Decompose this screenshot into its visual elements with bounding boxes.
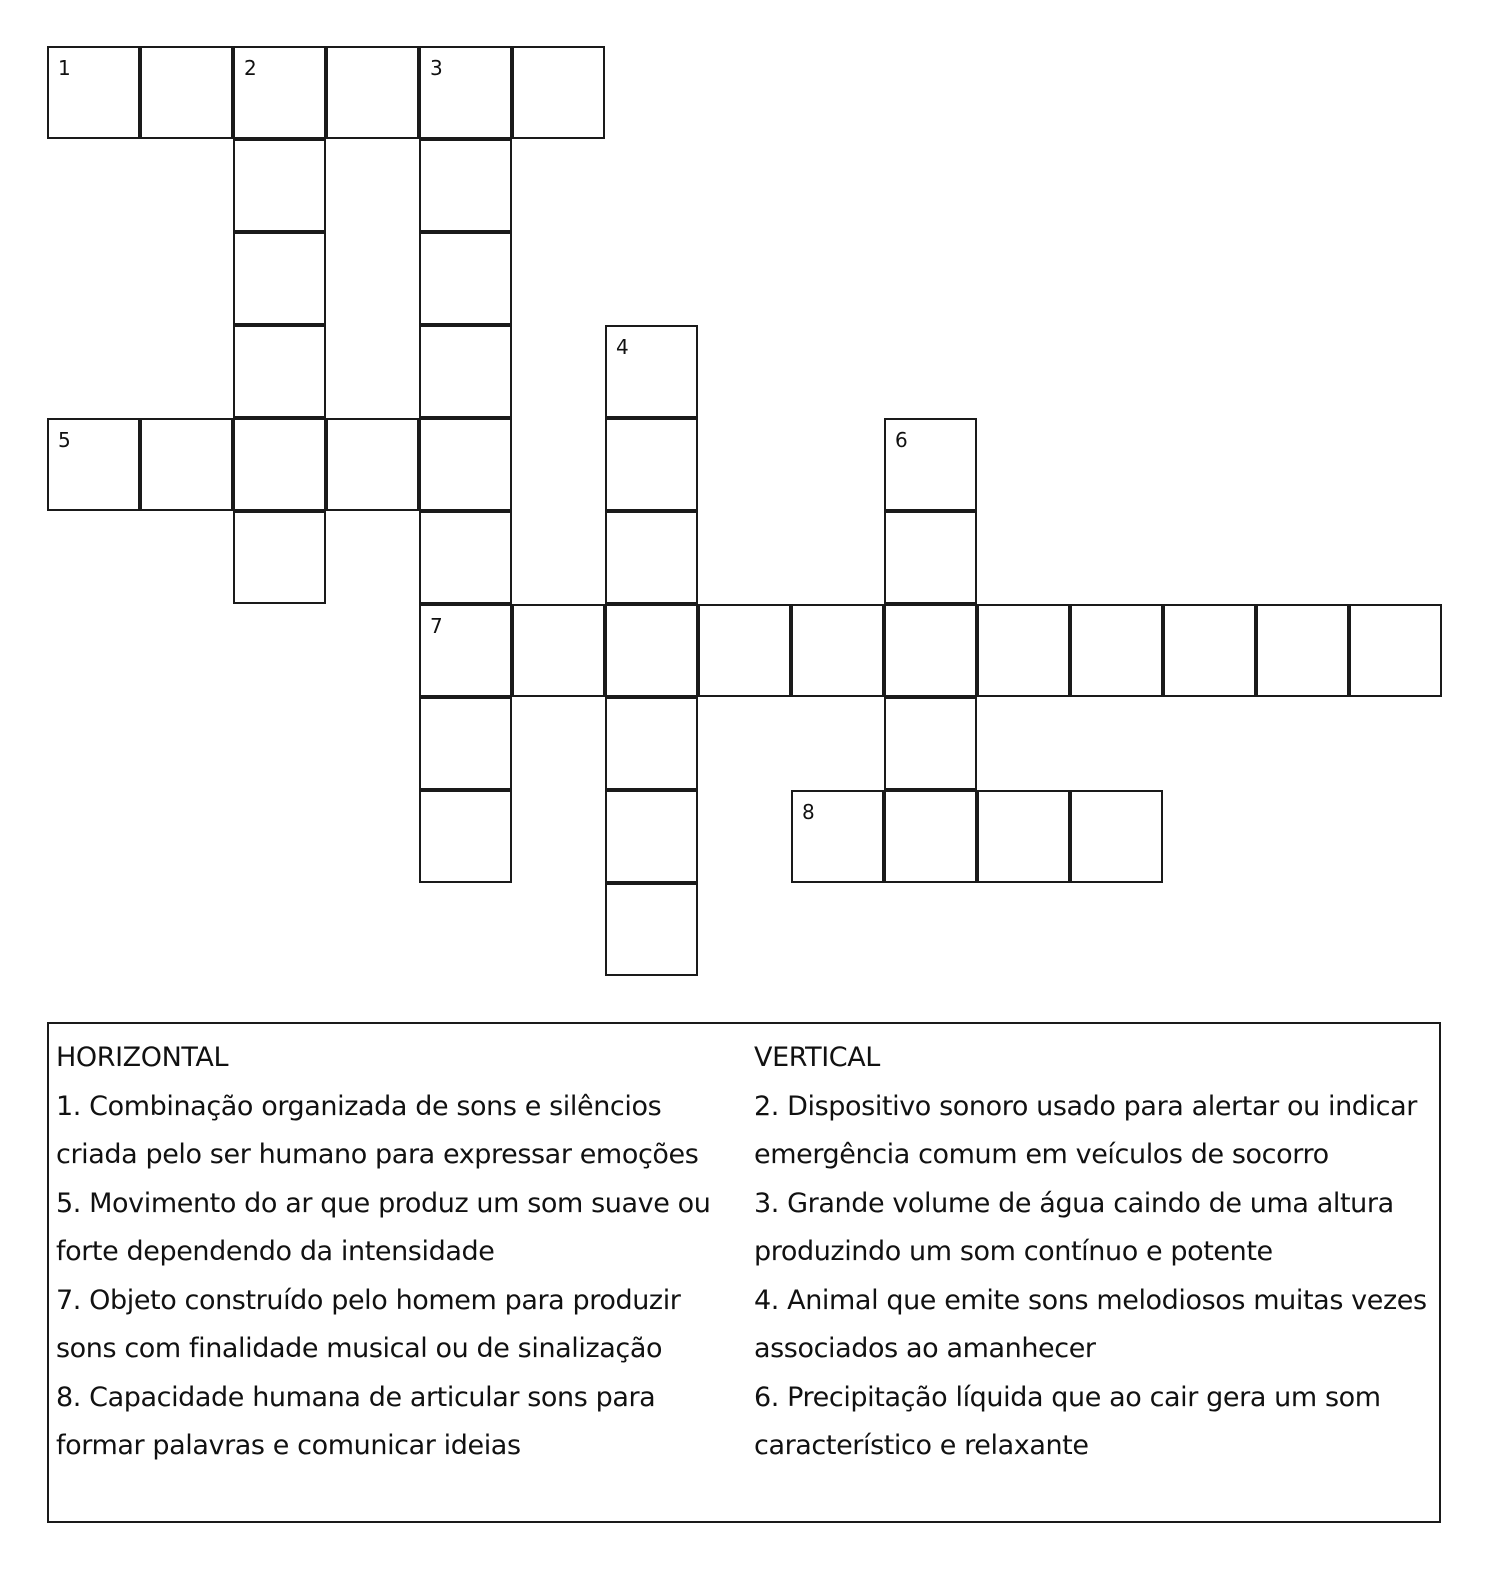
grid-cell[interactable] [233, 325, 326, 418]
clue-line: 4. Animal que emite sons melodiosos muitas vezes [754, 1284, 1427, 1316]
grid-cell[interactable] [419, 139, 512, 232]
clue-line: produzindo um som contínuo e potente [754, 1236, 1273, 1267]
grid-cell[interactable] [512, 604, 605, 697]
grid-cell[interactable] [47, 46, 140, 139]
clue-number: 5 [58, 428, 71, 452]
grid-cell[interactable] [233, 232, 326, 325]
grid-cell[interactable] [884, 697, 977, 790]
clue-line: 6. Precipitação líquida que ao cair gera um som [754, 1381, 1381, 1413]
grid-cell[interactable] [791, 790, 884, 883]
clue-line: 8. Capacidade humana de articular sons para [56, 1381, 656, 1413]
clue-number: 4 [616, 335, 629, 359]
grid-cell[interactable] [977, 604, 1070, 697]
grid-cell[interactable] [419, 325, 512, 418]
grid-cell[interactable] [605, 604, 698, 697]
vertical-heading: VERTICAL [754, 1042, 880, 1073]
grid-cell[interactable] [47, 418, 140, 511]
grid-cell[interactable] [698, 604, 791, 697]
grid-cell[interactable] [419, 790, 512, 883]
clue-number: 7 [430, 614, 443, 638]
grid-cell[interactable] [419, 418, 512, 511]
grid-cell[interactable] [419, 232, 512, 325]
grid-cell[interactable] [1070, 604, 1163, 697]
grid-cell[interactable] [605, 697, 698, 790]
clue-line: 7. Objeto construído pelo homem para produzir [56, 1284, 681, 1316]
clue-line: 5. Movimento do ar que produz um som suave ou [56, 1187, 711, 1219]
clue-number: 8 [802, 800, 815, 824]
clue-line: 3. Grande volume de água caindo de uma altura [754, 1187, 1394, 1219]
grid-cell[interactable] [326, 46, 419, 139]
grid-cell[interactable] [233, 46, 326, 139]
grid-cell[interactable] [419, 697, 512, 790]
grid-cell[interactable] [977, 790, 1070, 883]
grid-cell[interactable] [605, 325, 698, 418]
grid-cell[interactable] [1349, 604, 1442, 697]
clue-line: forte dependendo da intensidade [56, 1236, 495, 1267]
clue-number: 6 [895, 428, 908, 452]
grid-cell[interactable] [791, 604, 884, 697]
clue-line: associados ao amanhecer [754, 1333, 1096, 1364]
grid-cell[interactable] [419, 46, 512, 139]
clue-line: 2. Dispositivo sonoro usado para alertar ou indicar [754, 1090, 1417, 1122]
clue-line: 1. Combinação organizada de sons e silêncios [56, 1090, 662, 1122]
clue-number: 3 [430, 56, 443, 80]
clue-number: 1 [58, 56, 71, 80]
grid-cell[interactable] [233, 418, 326, 511]
grid-cell[interactable] [884, 418, 977, 511]
clue-line: formar palavras e comunicar ideias [56, 1430, 521, 1461]
clue-line: sons com finalidade musical ou de sinalização [56, 1333, 663, 1364]
grid-cell[interactable] [884, 790, 977, 883]
horizontal-clues [56, 1034, 736, 1471]
grid-cell[interactable] [326, 418, 419, 511]
grid-cell[interactable] [140, 46, 233, 139]
grid-cell[interactable] [1163, 604, 1256, 697]
grid-cell[interactable] [605, 418, 698, 511]
grid-cell[interactable] [233, 511, 326, 604]
grid-cell[interactable] [419, 511, 512, 604]
grid-cell[interactable] [884, 604, 977, 697]
horizontal-heading: HORIZONTAL [56, 1042, 229, 1073]
clue-line: criada pelo ser humano para expressar emoções [56, 1139, 699, 1170]
grid-cell[interactable] [884, 511, 977, 604]
grid-cell[interactable] [605, 883, 698, 976]
vertical-clues [754, 1034, 1434, 1471]
grid-cell[interactable] [233, 139, 326, 232]
clues-box [47, 1022, 1441, 1523]
grid-cell[interactable] [1256, 604, 1349, 697]
clue-number: 2 [244, 56, 257, 80]
grid-cell[interactable] [605, 790, 698, 883]
grid-cell[interactable] [512, 46, 605, 139]
clue-line: característico e relaxante [754, 1430, 1089, 1461]
clue-line: emergência comum em veículos de socorro [754, 1139, 1329, 1170]
grid-cell[interactable] [605, 511, 698, 604]
grid-cell[interactable] [419, 604, 512, 697]
grid-cell[interactable] [140, 418, 233, 511]
grid-cell[interactable] [1070, 790, 1163, 883]
